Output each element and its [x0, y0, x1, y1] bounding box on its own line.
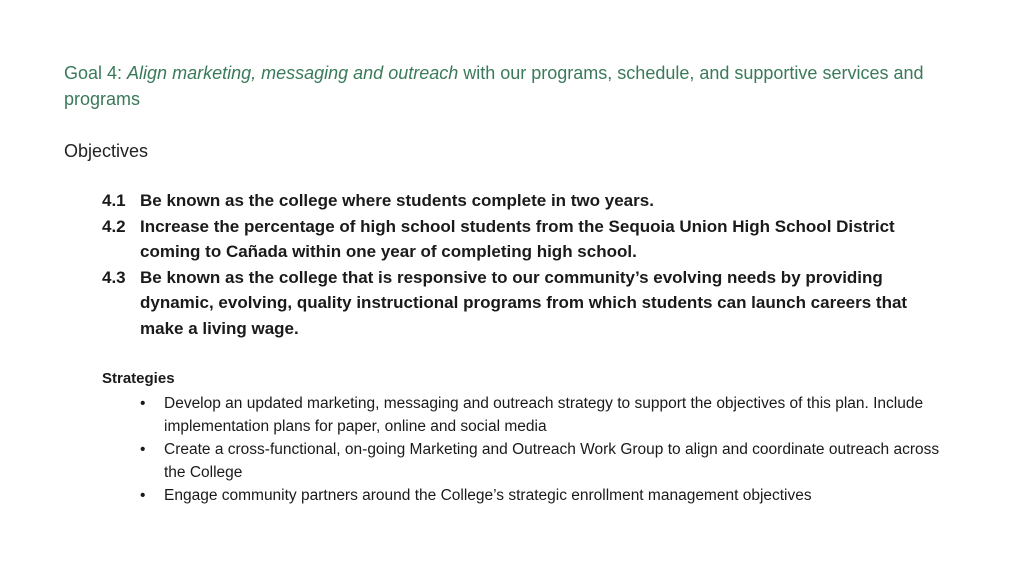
bullet-icon: • [140, 441, 146, 458]
objective-item [102, 265, 922, 342]
objective-item [102, 188, 922, 214]
strategy-item [140, 438, 940, 484]
objective-text: Be known as the college where students complete in two years. [140, 191, 654, 210]
objective-number: 4.2 [102, 216, 126, 236]
objective-item [102, 214, 922, 265]
bullet-icon: • [140, 487, 146, 504]
strategy-text: Engage community partners around the College’s strategic enrollment management objectives [164, 487, 812, 504]
goal-rest: with our programs, schedule, and supportive services and programs [64, 63, 924, 109]
objective-number: 4.3 [102, 267, 126, 287]
strategies-heading: Strategies [102, 370, 175, 387]
objectives-heading: Objectives [64, 141, 149, 161]
objective-text: Be known as the college that is responsive to our community’s evolving needs by providing dynamic, evolving, quality instructional programs from which students can launch careers that make a living wage. [140, 267, 908, 338]
goal-heading [64, 60, 964, 112]
strategy-item [140, 484, 940, 507]
bullet-icon: • [140, 395, 146, 412]
strategy-text: Create a cross-functional, on-going Marketing and Outreach Work Group to align and coordinate outreach across the College [164, 441, 940, 481]
objective-number: 4.1 [102, 191, 126, 210]
strategy-list [140, 392, 940, 507]
objective-list [102, 188, 922, 341]
strategy-item [140, 392, 940, 438]
objective-text: Increase the percentage of high school students from the Sequoia Union High School District coming to Cañada within one year of completing high school. [140, 216, 895, 261]
goal-italic-phrase: Align marketing, messaging and outreach [127, 63, 459, 83]
goal-prefix: Goal 4: [64, 63, 128, 83]
strategy-text: Develop an updated marketing, messaging and outreach strategy to support the objectives of this plan. Include implementation plans for paper, online and social media [164, 395, 924, 435]
